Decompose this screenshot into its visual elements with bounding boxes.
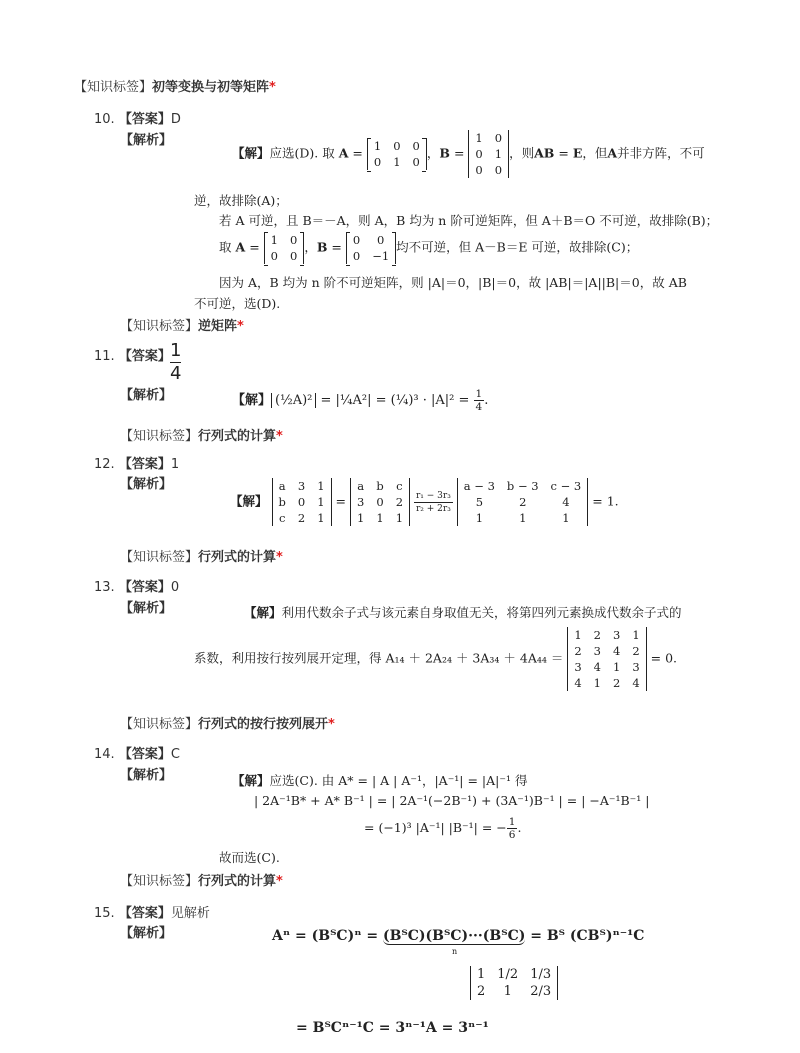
jie-label: 【解】 bbox=[232, 145, 270, 161]
question-number: 15. bbox=[94, 906, 115, 921]
matrix-row bbox=[346, 248, 395, 264]
answer-label: 【答案】 bbox=[118, 906, 171, 921]
q14-line2: | 2A⁻¹B* + A* B⁻¹ | = | 2A⁻¹(−2B⁻¹) + (3A⁻¹)B⁻¹ | = | −A⁻¹B⁻¹ | bbox=[254, 793, 650, 808]
matrix-row bbox=[457, 478, 587, 494]
question-number: 12. bbox=[94, 457, 115, 472]
tag-topic: 行列式的计算 bbox=[198, 429, 277, 444]
matrix-cell: 1/2 bbox=[497, 967, 519, 982]
matrix-row bbox=[568, 643, 646, 659]
eq: = bbox=[249, 239, 260, 255]
matrix-cell: 1 bbox=[612, 660, 621, 674]
answer-value: C bbox=[170, 747, 180, 762]
matrix-row bbox=[346, 232, 395, 248]
text: 利用代数余子式与该元素自身取值无关，将第四列元素换成代数余子式的 bbox=[281, 605, 682, 620]
required-star: * bbox=[276, 550, 283, 565]
tag-topic: 初等变换与初等矩阵 bbox=[152, 80, 270, 95]
question-number: 11. bbox=[94, 349, 115, 364]
matrix-cell: 4 bbox=[632, 676, 640, 690]
question-15 bbox=[94, 902, 210, 921]
matrix-cell: 2 bbox=[632, 644, 640, 658]
result: = 0. bbox=[650, 650, 677, 666]
matrix-cell: −1 bbox=[372, 249, 390, 263]
q10-line1: 【解】应选(D). 取 A = 1 0 0 0 1 0 ，B = 1 0 0 1 0 0 ，则AB = E，但A并非方阵，不可 bbox=[232, 131, 705, 177]
matrix-cell: 3 bbox=[574, 660, 582, 674]
matrix-cell: 2 bbox=[574, 644, 582, 658]
var: A bbox=[235, 239, 246, 255]
matrix-cell: 2 bbox=[519, 495, 527, 509]
matrix-row bbox=[457, 510, 587, 526]
q14-line3 bbox=[364, 816, 521, 841]
eq: = bbox=[352, 145, 363, 161]
matrix-cell: 2 bbox=[395, 495, 404, 509]
matrix-cell: 0 bbox=[289, 249, 298, 263]
matrix-cell: 0 bbox=[373, 155, 382, 169]
matrix-cell: 1 bbox=[562, 511, 570, 525]
matrix-cell: 0 bbox=[412, 155, 420, 169]
q13-line1 bbox=[244, 603, 682, 621]
matrix-row bbox=[350, 510, 409, 526]
matrix-row bbox=[367, 138, 426, 154]
matrix-cell: 1 bbox=[477, 967, 486, 982]
answer-value: 0 bbox=[170, 580, 180, 595]
matrix-cell: 0 bbox=[377, 233, 385, 247]
matrix-row bbox=[367, 154, 426, 170]
tag-label: 【知识标签】 bbox=[120, 550, 199, 565]
question-number: 10. bbox=[94, 112, 115, 127]
eq: = bbox=[331, 239, 342, 255]
matrix-row bbox=[350, 494, 409, 510]
q10-line3: 若 A 可逆，且 B＝－A，则 A，B 均为 n 阶可逆矩阵，但 A＋B＝O 不可逆，故排除(B)； bbox=[219, 213, 719, 228]
matrix-cell: 3 bbox=[356, 495, 365, 509]
matrix-row bbox=[264, 232, 304, 248]
matrix-cell: 1 bbox=[317, 511, 325, 525]
matrix-cell: 2 bbox=[612, 676, 621, 690]
solution-label: 【解析】 bbox=[120, 768, 173, 783]
text: 应选(C). 由 A* = | A | A⁻¹，|A⁻¹| = |A|⁻¹ 得 bbox=[269, 773, 528, 788]
result: = 1. bbox=[592, 493, 619, 509]
matrix-cell: a bbox=[278, 479, 286, 493]
answer-label: 【答案】 bbox=[118, 112, 171, 127]
required-star: * bbox=[276, 874, 283, 889]
matrix-B2 bbox=[346, 232, 396, 264]
matrix-B bbox=[468, 130, 509, 178]
matrix-cell: 4 bbox=[593, 660, 601, 674]
q10-line2: 逆，故排除(A)； bbox=[194, 193, 288, 208]
period: . bbox=[517, 820, 522, 835]
matrix-cell: 2 bbox=[297, 511, 306, 525]
det-expr: (½A)² bbox=[271, 393, 316, 408]
q14-line4: 故而选(C). bbox=[219, 850, 280, 865]
question-14 bbox=[94, 743, 180, 762]
matrix-cell: 1 bbox=[593, 676, 601, 690]
matrix-cell: a − 3 bbox=[463, 479, 495, 493]
matrix-row bbox=[272, 510, 331, 526]
matrix-cell: 1 bbox=[503, 984, 512, 999]
text: = Bᵀ (CBᵀ)ⁿ⁻¹C bbox=[525, 928, 645, 944]
q10-line5: 因为 A，B 均为 n 阶不可逆矩阵，则 |A|＝0，|B|＝0，故 |AB|＝|A||B|＝0，故 AB bbox=[219, 275, 687, 290]
matrix-cell: 3 bbox=[632, 660, 640, 674]
matrix-cell: 2 bbox=[477, 984, 486, 999]
matrix-cell: 0 bbox=[376, 495, 384, 509]
q12-formula bbox=[230, 478, 619, 526]
denominator: 4 bbox=[475, 401, 483, 413]
required-star: * bbox=[237, 319, 244, 334]
matrix-cell: 0 bbox=[412, 139, 420, 153]
solution-label: 【解析】 bbox=[120, 926, 173, 941]
q11-formula: 【解】 (½A)² = |¼A²| = (¼)³ · |A|² = $\frac{1}{4}$ . bbox=[232, 388, 489, 413]
text: 均不可逆，但 A－B＝E 可逆，故排除(C)； bbox=[396, 239, 639, 255]
matrix-row bbox=[264, 248, 304, 264]
question-11 bbox=[94, 345, 171, 364]
matrix-cell: 1 bbox=[393, 155, 401, 169]
matrix-cell: 1 bbox=[494, 147, 503, 161]
text: 取 bbox=[219, 239, 232, 255]
matrix-cell: 1 bbox=[632, 628, 640, 642]
answer-value: D bbox=[170, 112, 181, 127]
q11-answer-fraction bbox=[170, 340, 181, 385]
denominator: 6 bbox=[508, 829, 516, 841]
solution-label: 【解析】 bbox=[120, 477, 173, 492]
matrix-row bbox=[350, 478, 409, 494]
answer-label: 【答案】 bbox=[118, 349, 171, 364]
var: E bbox=[572, 145, 583, 161]
text: = (−1)³ |A⁻¹| |B⁻¹| = − bbox=[364, 820, 507, 835]
solution-label: 【解析】 bbox=[120, 601, 173, 616]
knowledge-tag-q13 bbox=[120, 713, 335, 732]
matrix-cell: 1 bbox=[376, 511, 384, 525]
knowledge-tag-top bbox=[74, 76, 276, 95]
answer-label: 【答案】 bbox=[118, 580, 171, 595]
matrix-cell: 0 bbox=[297, 495, 306, 509]
knowledge-tag-q10 bbox=[120, 315, 244, 334]
matrix-cell: 0 bbox=[494, 163, 503, 177]
det-4x4 bbox=[567, 627, 646, 691]
denominator: 4 bbox=[170, 363, 182, 384]
matrix-row bbox=[471, 966, 558, 983]
q13-line2 bbox=[194, 627, 677, 691]
matrix-A bbox=[367, 138, 427, 170]
matrix-cell: 0 bbox=[352, 233, 361, 247]
solution-label: 【解析】 bbox=[120, 388, 173, 403]
numerator: 1 bbox=[170, 340, 182, 361]
matrix-cell: 3 bbox=[297, 479, 306, 493]
jie-label: 【解】 bbox=[230, 493, 268, 509]
text: ， bbox=[304, 239, 317, 255]
matrix-cell: b bbox=[376, 479, 384, 493]
matrix-row bbox=[469, 146, 509, 162]
required-star: * bbox=[328, 717, 335, 732]
matrix-cell: b − 3 bbox=[506, 479, 539, 493]
jie-label: 【解】 bbox=[232, 393, 272, 408]
op-top: r₁ − 3r₃ bbox=[416, 490, 451, 501]
matrix-cell: 0 bbox=[475, 147, 483, 161]
matrix-cell: b bbox=[278, 495, 286, 509]
matrix-A2 bbox=[264, 232, 305, 264]
tag-topic: 行列式的按行按列展开 bbox=[198, 717, 329, 732]
q15-line1 bbox=[272, 928, 644, 944]
var: AB bbox=[534, 145, 555, 161]
expr: = |¼A²| = (¼)³ · |A|² = bbox=[320, 393, 474, 408]
answer-value: 见解析 bbox=[170, 906, 210, 921]
var: A bbox=[607, 145, 618, 161]
matrix-row bbox=[469, 130, 509, 146]
eq: = bbox=[335, 493, 346, 509]
matrix-row bbox=[471, 983, 558, 1000]
matrix-row bbox=[568, 659, 646, 675]
jie-label: 【解】 bbox=[244, 605, 282, 620]
tag-label: 【知识标签】 bbox=[120, 429, 199, 444]
matrix-cell: c bbox=[396, 479, 403, 493]
matrix-cell: 0 bbox=[393, 139, 401, 153]
tag-label: 【知识标签】 bbox=[74, 80, 153, 95]
question-12 bbox=[94, 453, 179, 472]
matrix-cell: 1 bbox=[574, 628, 582, 642]
row-operation bbox=[414, 490, 453, 515]
matrix-cell: 4 bbox=[574, 676, 582, 690]
matrix-cell: c bbox=[278, 511, 286, 525]
jie-label: 【解】 bbox=[232, 773, 270, 788]
underbrace-expr: (BᵀC)(BᵀC)···(BᵀC) bbox=[382, 928, 526, 944]
matrix-cell: c − 3 bbox=[550, 479, 582, 493]
q14-line1 bbox=[232, 771, 527, 789]
det-3 bbox=[457, 478, 588, 526]
underbrace-label: n bbox=[452, 947, 458, 956]
required-star: * bbox=[276, 429, 283, 444]
matrix-row bbox=[568, 675, 646, 691]
answer-label: 【答案】 bbox=[118, 457, 171, 472]
matrix-cell: 0 bbox=[475, 163, 483, 177]
matrix-cell: 2/3 bbox=[530, 984, 552, 999]
eq: = bbox=[453, 145, 465, 161]
answer-label: 【答案】 bbox=[118, 747, 171, 762]
matrix-row bbox=[457, 494, 587, 510]
matrix-cell: 0 bbox=[289, 233, 298, 247]
text: Aⁿ = (BᵀC)ⁿ = bbox=[272, 928, 383, 944]
matrix-cell: 1 bbox=[270, 233, 278, 247]
det-2 bbox=[350, 478, 410, 526]
eq: = bbox=[558, 145, 569, 161]
knowledge-tag-q12 bbox=[120, 546, 283, 565]
matrix-cell: 0 bbox=[352, 249, 361, 263]
tag-topic: 逆矩阵 bbox=[198, 319, 238, 334]
matrix-row bbox=[272, 494, 331, 510]
matrix-cell: 0 bbox=[494, 131, 503, 145]
knowledge-tag-q14 bbox=[120, 870, 283, 889]
var: A bbox=[338, 145, 349, 161]
q10-line4 bbox=[219, 232, 638, 264]
matrix-cell: 1 bbox=[317, 479, 325, 493]
text: 应选(D). 取 bbox=[269, 145, 335, 161]
text: ，但 bbox=[582, 145, 608, 161]
matrix-cell: 3 bbox=[612, 628, 621, 642]
question-number: 13. bbox=[94, 580, 115, 595]
matrix-cell: 1/3 bbox=[530, 967, 552, 982]
det-1 bbox=[272, 478, 332, 526]
question-number: 14. bbox=[94, 747, 115, 762]
q15-matrix bbox=[470, 966, 558, 1000]
var: B bbox=[316, 239, 328, 255]
matrix-cell: 2 bbox=[593, 628, 601, 642]
matrix-cell: 3 bbox=[593, 644, 601, 658]
matrix-cell: 1 bbox=[395, 511, 404, 525]
matrix-row bbox=[469, 162, 509, 178]
solution-label: 【解析】 bbox=[120, 133, 173, 148]
q15-line2: = BᵀCⁿ⁻¹C = 3ⁿ⁻¹A = 3ⁿ⁻¹ bbox=[296, 1020, 489, 1036]
tag-label: 【知识标签】 bbox=[120, 874, 199, 889]
matrix-cell: 1 bbox=[373, 139, 382, 153]
numerator: 1 bbox=[475, 388, 483, 400]
knowledge-tag-q11 bbox=[120, 425, 283, 444]
matrix-cell: 1 bbox=[356, 511, 365, 525]
question-10 bbox=[94, 108, 181, 127]
text: ，则 bbox=[509, 145, 535, 161]
question-13 bbox=[94, 576, 179, 595]
tag-label: 【知识标签】 bbox=[120, 319, 199, 334]
matrix-cell: 4 bbox=[562, 495, 570, 509]
var: B bbox=[439, 145, 450, 161]
matrix-cell: 1 bbox=[519, 511, 527, 525]
matrix-cell: 1 bbox=[317, 495, 325, 509]
tag-topic: 行列式的计算 bbox=[198, 550, 277, 565]
text: 并非方阵，不可 bbox=[617, 145, 705, 161]
matrix-cell: a bbox=[357, 479, 365, 493]
matrix-cell: 0 bbox=[270, 249, 278, 263]
matrix-cell: 1 bbox=[475, 131, 483, 145]
matrix-row bbox=[272, 478, 331, 494]
op-bottom: r₂ + 2r₃ bbox=[416, 503, 451, 514]
answer-value: 1 bbox=[170, 457, 180, 472]
matrix-cell: 5 bbox=[475, 495, 484, 509]
matrix-row bbox=[568, 627, 646, 643]
matrix-cell: 4 bbox=[612, 644, 621, 658]
matrix-cell: 1 bbox=[475, 511, 484, 525]
text: 系数，利用按行按列展开定理，得 A₁₄ ＋ 2A₂₄ ＋ 3A₃₄ ＋ 4A₄₄ ＝ bbox=[194, 650, 564, 666]
required-star: * bbox=[269, 80, 276, 95]
q10-line6: 不可逆，选(D). bbox=[194, 296, 281, 311]
tag-topic: 行列式的计算 bbox=[198, 874, 277, 889]
numerator: 1 bbox=[508, 816, 516, 828]
tag-label: 【知识标签】 bbox=[120, 717, 199, 732]
